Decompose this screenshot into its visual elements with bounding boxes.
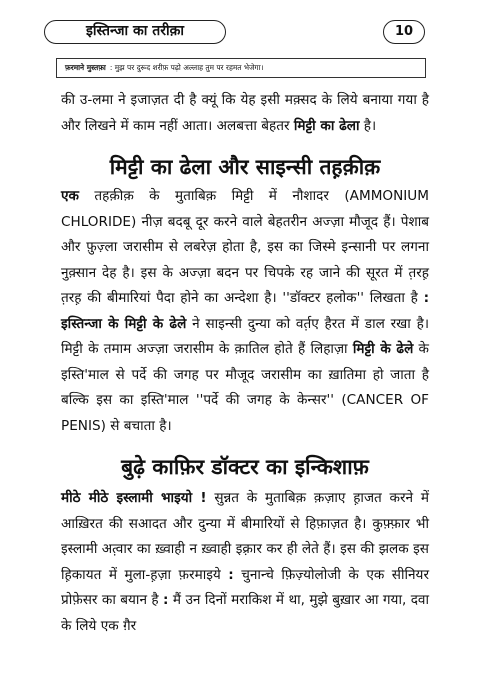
section-heading-2: बुढ़े काफ़िर डॉक्टर का इन्किशाफ़ [121,455,369,479]
paragraph-3-bold-b: : [228,566,234,583]
paragraph-3-text-a: सुन्नत के मुताबिक़ क़ज़ाए ह़ाजत करने में आख़िरत की सआदत और दुन्या में बीमारियों से हिफ़ाज़त है। कुफ़्फ़ार भी इस्लामी अत़्वार का ख़्वाही न ख़्वाही इक़्रार कर ही लेते हैं। इस की झलक इस ह़िकायत में मुला-ह़ज़ा फ़रमाइये [61,490,430,583]
hadith-quote-box [56,58,426,78]
paragraph-1 [61,88,429,139]
running-header-title: इस्तिन्जा का तरीक़ा [44,20,226,44]
paragraph-3-text-b: चुनान्चे फ़िज़्योलोजी के एक सीनियर प्रोफ़ेसर का बयान है [61,566,430,608]
paragraph-2-bold-start: एक [61,188,79,204]
quote-label: फ़रमाने मुस्तफ़ा [65,63,106,72]
paragraph-3-text-c: मैं उन दिनों मराकिश में था, मुझे बुख़ार आ गया, दवा के लिये एक ग़ैर [61,592,429,634]
paragraph-2-bold-c: मिट्टी के ढेले [352,341,414,357]
paragraph-2-text-c: के इस्ति'माल से पर्दे की जगह पर मौजूद जरासीम का ख़ातिमा हो जाता है बल्कि इस का इस्ति'माल ''पर्दे की जगह के केन्सर'' (CANCER OF PENIS) से बचाता है। [61,341,429,434]
paragraph-3-bold-a: मीठे मीठे इस्लामी भाइयो ! [61,490,207,506]
paragraph-2-text-a: तहक़ीक़ के मुताबिक़ मिट्टी में नौशादर (AMMONIUM CHLORIDE) नीज़ बदबू दूर करने वाले बेहतरीन अज्ज़ा मौजूद हैं। पेशाब और फ़ुज़्ला जरासीम से लबरेज़ होता है, इस का जिस्मे इन्सानी पर लगना नुक़्सान देह है। इस के अज्ज़ा बदन पर चिपके रह जाने की सूरत में त़रह़ त़रह़ की बीमारियां पैदा होने का अन्देशा है। ''डॉक्टर हलोक'' लिखता है [61,188,429,306]
paragraph-3-bold-c: : [163,592,169,608]
paragraph-1-bold: मिट्टी का ढेला [293,117,360,134]
page-number: 10 [383,20,425,44]
paragraph-2-bold-b: : इस्तिन्जा के मिट्टी के ढेले [61,290,429,332]
paragraph-2 [61,184,429,439]
paragraph-3 [61,486,429,639]
section-heading-1: मिट्टी का ढेला और साइन्सी तह़क़ीक़ [109,155,381,179]
paragraph-2-text-b: ने साइन्सी दुन्या को वर्त़ए हैरत में डाल रखा है। मिट्टी के तमाम अज्ज़ा जरासीम के क़ातिल होते हैं लिहाज़ा [61,315,429,357]
paragraph-1-end: है। [359,117,377,134]
paragraph-1-text: की उ-लमा ने इजाज़त दी है क्यूं कि येह इसी मक़्सद के लिये बनाया गया है और लिखने में काम नहीं आता। अलबत्ता बेहतर [61,92,429,134]
quote-text: : मुझ पर दुरूद शरीफ़ पढ़ो अल्लाह तुम पर रहमत भेजेगा। [109,63,264,72]
